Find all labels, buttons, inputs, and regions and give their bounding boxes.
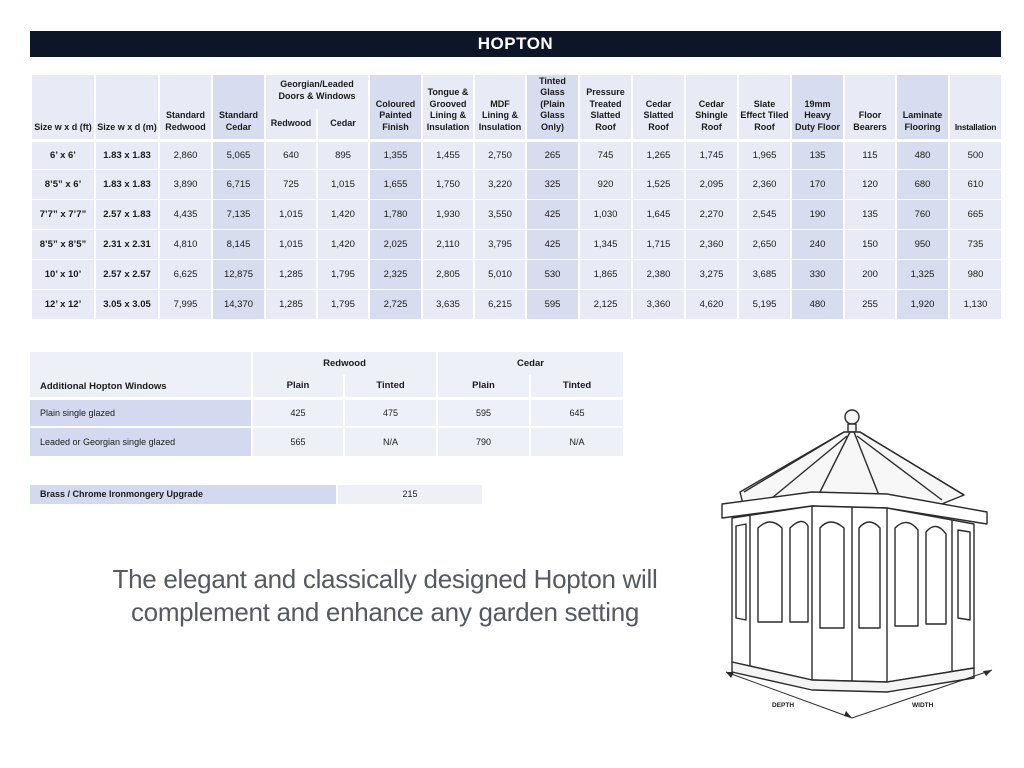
price-cell: 2,125 [580,289,631,319]
price-cell: 425 [527,199,578,229]
price-cell: 150 [845,229,895,259]
gazebo-illustration [712,400,1007,730]
windows-group-cedar: Cedar [437,352,623,375]
price-cell: 5,010 [475,259,525,289]
header-cedar-slatted: Cedar Slatted Roof [633,75,684,139]
price-cell: 980 [950,259,1001,289]
windows-sub-plain: Plain [437,375,530,398]
price-cell: 2,270 [686,199,737,229]
ironmongery-label: Brass / Chrome Ironmongery Upgrade [30,485,336,504]
header-cedar-shingle: Cedar Shingle Roof [686,75,737,139]
price-cell: 2,805 [423,259,473,289]
size-cell: 12’ x 12’ [32,289,94,319]
size-cell: 7’7” x 7’7” [32,199,94,229]
window-price-cell: 565 [252,427,344,456]
price-cell: 1,030 [580,199,631,229]
price-cell: 1,345 [580,229,631,259]
size-cell: 1.83 x 1.83 [96,169,158,199]
finial [845,410,859,424]
header-georgian-cedar: Cedar [318,109,368,139]
price-cell: 760 [897,199,948,229]
price-table [30,75,1003,319]
price-cell: 190 [792,199,843,229]
price-cell: 2,750 [475,139,525,169]
price-cell: 595 [527,289,578,319]
price-cell: 325 [527,169,578,199]
window-price-cell: 595 [437,398,530,427]
windows-sub-tinted: Tinted [344,375,437,398]
table-row [30,398,623,427]
price-cell: 1,420 [318,199,368,229]
price-cell: 680 [897,169,948,199]
tagline [90,563,680,629]
price-cell: 1,865 [580,259,631,289]
price-cell: 1,015 [318,169,368,199]
header-floor-bearers: Floor Bearers [845,75,895,139]
price-cell: 255 [845,289,895,319]
window-price-cell: 645 [530,398,623,427]
header-tinted-glass: Tinted Glass (Plain Glass Only) [527,75,578,139]
price-cell: 1,750 [423,169,473,199]
price-cell: 115 [845,139,895,169]
price-cell: 6,715 [213,169,264,199]
window-price-cell: 475 [344,398,437,427]
header-tongue-groove: Tongue & Grooved Lining & Insulation [423,75,473,139]
header-size-ft: Size w x d (ft) [32,75,94,139]
header-mdf-lining: MDF Lining & Insulation [475,75,525,139]
size-cell: 6’ x 6’ [32,139,94,169]
size-cell: 8’5” x 6’ [32,169,94,199]
price-cell: 200 [845,259,895,289]
price-cell: 610 [950,169,1001,199]
windows-sub-tinted: Tinted [530,375,623,398]
price-cell: 1,265 [633,139,684,169]
price-cell: 7,995 [160,289,211,319]
price-cell: 4,435 [160,199,211,229]
window-type-label: Plain single glazed [30,398,252,427]
price-cell: 1,015 [266,229,316,259]
header-heavy-floor: 19mm Heavy Duty Floor [792,75,843,139]
header-georgian-redwood: Redwood [266,109,316,139]
price-cell: 120 [845,169,895,199]
table-row [32,169,1001,199]
price-cell: 530 [527,259,578,289]
price-cell: 240 [792,229,843,259]
price-cell: 1,795 [318,259,368,289]
price-cell: 500 [950,139,1001,169]
price-cell: 640 [266,139,316,169]
price-cell: 2,650 [739,229,790,259]
windows-table-body [30,398,623,456]
price-cell: 12,875 [213,259,264,289]
price-cell: 725 [266,169,316,199]
tagline-line-1: The elegant and classically designed Hopton will [112,564,658,594]
price-cell: 2,860 [160,139,211,169]
price-cell: 2,325 [370,259,421,289]
price-cell: 1,780 [370,199,421,229]
window-price-cell: N/A [530,427,623,456]
price-cell: 8,145 [213,229,264,259]
size-cell: 2.31 x 2.31 [96,229,158,259]
price-cell: 745 [580,139,631,169]
size-cell: 3.05 x 3.05 [96,289,158,319]
tagline-line-2: complement and enhance any garden setting [130,597,640,627]
price-cell: 2,380 [633,259,684,289]
price-cell: 3,275 [686,259,737,289]
price-cell: 1,745 [686,139,737,169]
price-cell: 3,635 [423,289,473,319]
header-laminate: Laminate Flooring [897,75,948,139]
price-cell: 3,220 [475,169,525,199]
price-cell: 1,285 [266,289,316,319]
size-cell: 2.57 x 2.57 [96,259,158,289]
window-price-cell: N/A [344,427,437,456]
price-cell: 1,920 [897,289,948,319]
price-cell: 170 [792,169,843,199]
price-cell: 2,360 [686,229,737,259]
price-cell: 1,795 [318,289,368,319]
table-row [32,139,1001,169]
header-georgian-group: Georgian/Leaded Doors & Windows [266,75,368,109]
table-row [32,199,1001,229]
price-cell: 2,545 [739,199,790,229]
price-cell: 1,525 [633,169,684,199]
header-installation: Installation [950,75,1001,139]
header-pressure-treated: Pressure Treated Slatted Roof [580,75,631,139]
price-cell: 920 [580,169,631,199]
price-cell: 1,655 [370,169,421,199]
price-cell: 425 [527,229,578,259]
price-cell: 135 [845,199,895,229]
price-cell: 330 [792,259,843,289]
price-cell: 3,550 [475,199,525,229]
price-cell: 950 [897,229,948,259]
price-cell: 2,725 [370,289,421,319]
header-slate-effect: Slate Effect Tiled Roof [739,75,790,139]
price-cell: 3,360 [633,289,684,319]
price-cell: 735 [950,229,1001,259]
price-cell: 480 [792,289,843,319]
price-cell: 1,325 [897,259,948,289]
size-cell: 8’5” x 8’5” [32,229,94,259]
price-table-body [32,139,1001,319]
price-cell: 895 [318,139,368,169]
price-cell: 2,110 [423,229,473,259]
price-cell: 2,360 [739,169,790,199]
window-price-cell: 425 [252,398,344,427]
price-cell: 1,455 [423,139,473,169]
header-coloured-painted: Coloured Painted Finish [370,75,421,139]
size-cell: 2.57 x 1.83 [96,199,158,229]
price-cell: 480 [897,139,948,169]
price-cell: 1,930 [423,199,473,229]
table-row [32,289,1001,319]
price-cell: 7,135 [213,199,264,229]
windows-table [30,352,623,456]
table-row [32,259,1001,289]
windows-table-title: Additional Hopton Windows [30,352,252,398]
price-cell: 6,625 [160,259,211,289]
ironmongery-row [30,485,482,504]
price-cell: 4,810 [160,229,211,259]
window-type-label: Leaded or Georgian single glazed [30,427,252,456]
header-standard-cedar: Standard Cedar [213,75,264,139]
windows-group-redwood: Redwood [252,352,437,375]
price-cell: 4,620 [686,289,737,319]
price-cell: 2,095 [686,169,737,199]
width-label: WIDTH [912,702,934,709]
page-title: HOPTON [30,31,1001,57]
price-cell: 1,130 [950,289,1001,319]
price-cell: 3,685 [739,259,790,289]
price-cell: 2,025 [370,229,421,259]
table-row [30,427,623,456]
window-price-cell: 790 [437,427,530,456]
size-cell: 1.83 x 1.83 [96,139,158,169]
price-cell: 14,370 [213,289,264,319]
ironmongery-value: 215 [336,485,482,504]
price-cell: 6,215 [475,289,525,319]
size-cell: 10’ x 10’ [32,259,94,289]
price-cell: 3,890 [160,169,211,199]
price-cell: 1,965 [739,139,790,169]
price-cell: 1,355 [370,139,421,169]
price-cell: 1,420 [318,229,368,259]
depth-label: DEPTH [772,702,795,709]
header-size-m: Size w x d (m) [96,75,158,139]
price-cell: 1,015 [266,199,316,229]
price-cell: 1,645 [633,199,684,229]
price-cell: 1,715 [633,229,684,259]
price-cell: 5,195 [739,289,790,319]
price-cell: 665 [950,199,1001,229]
table-row [32,229,1001,259]
windows-sub-plain: Plain [252,375,344,398]
header-standard-redwood: Standard Redwood [160,75,211,139]
price-cell: 3,795 [475,229,525,259]
price-cell: 135 [792,139,843,169]
price-cell: 5,065 [213,139,264,169]
price-cell: 1,285 [266,259,316,289]
price-cell: 265 [527,139,578,169]
